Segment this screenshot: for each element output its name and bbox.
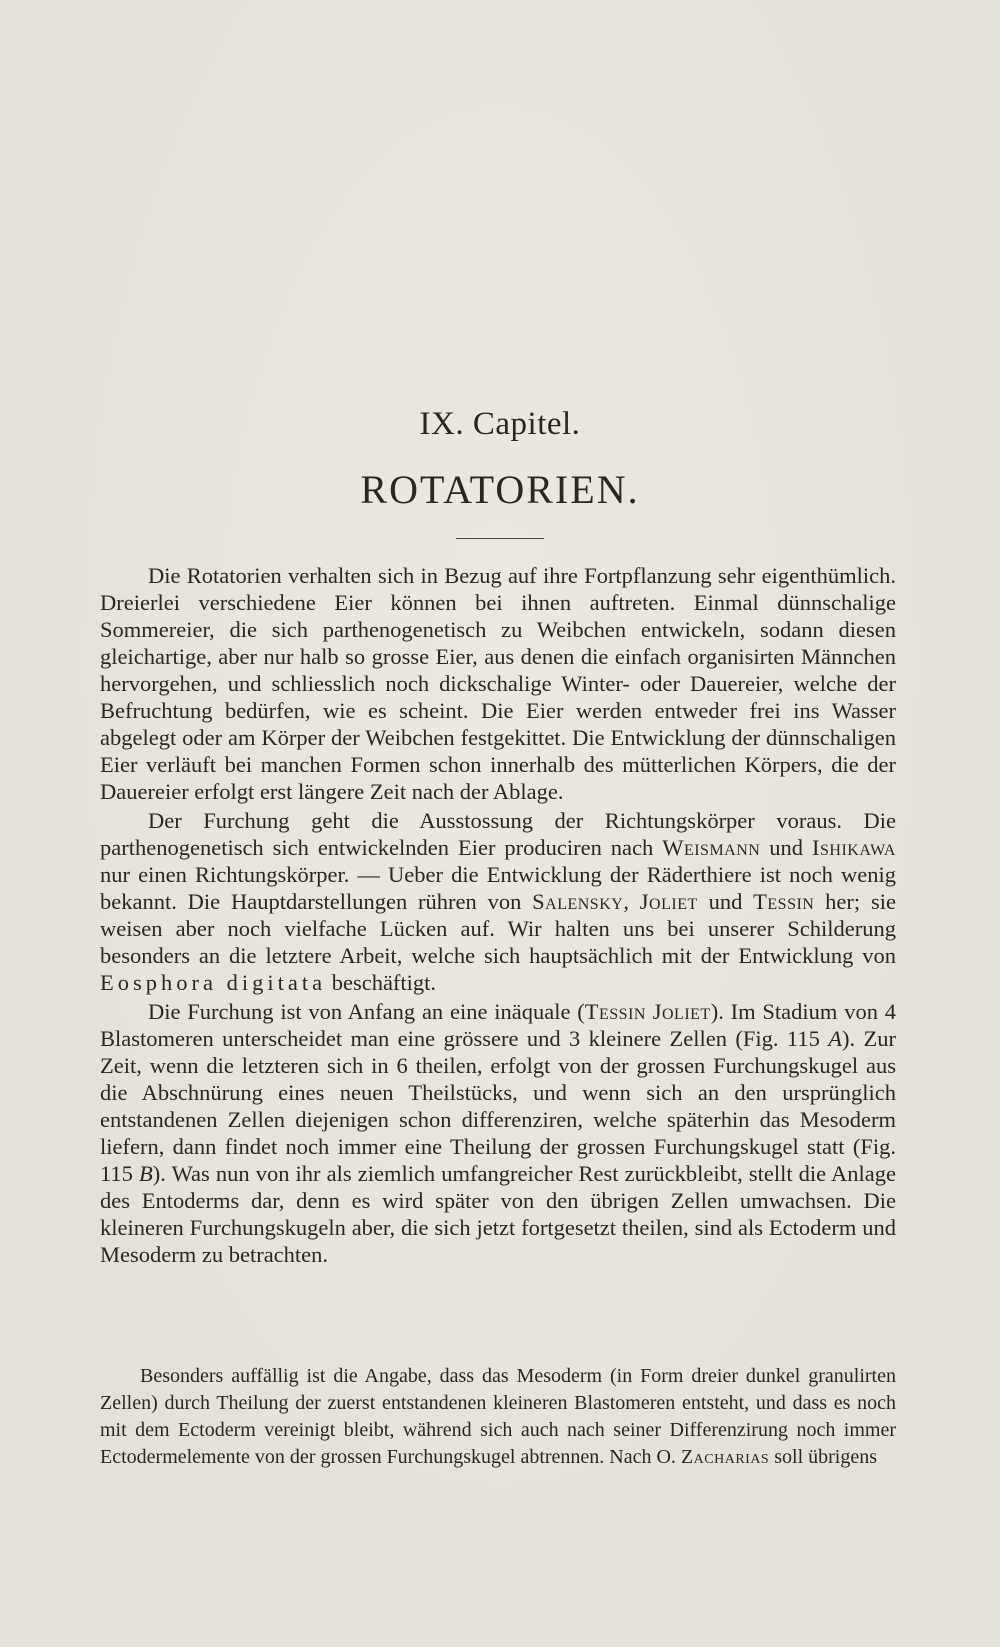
paragraph-mesoderm <box>100 1363 896 1471</box>
text-run: her; sie weisen aber noch vielfache Lücken auf. Wir halten uns bei unserer Schilderung besonders an die letztere Arbeit, welche sich hauptsächlich mit der Entwicklung von <box>100 889 896 968</box>
author-name: Joliet <box>652 999 711 1024</box>
text-run: ). Was nun von ihr als ziemlich umfangreicher Rest zurückbleibt, stellt die Anlage des Entoderms dar, denn es wird später von den übrigen Zellen umwachsen. Die kleineren Furchungskugeln aber, die sich jetzt fortgesetzt theilen, sind als Ectoderm und Mesoderm zu betrachten. <box>100 1161 896 1267</box>
author-name: Joliet <box>639 889 698 914</box>
paragraph-polar-bodies <box>100 807 896 996</box>
title-divider <box>456 538 544 539</box>
figure-ref: B <box>139 1161 153 1186</box>
author-name: Zacharias <box>680 1446 770 1468</box>
text-run: und <box>760 835 812 860</box>
figure-ref: A <box>828 1026 842 1051</box>
text-run: nur einen Richtungskörper. — Ueber die Entwicklung der Räderthiere ist noch wenig bekannt. Die Hauptdarstellungen rühren von <box>100 862 896 914</box>
author-name: Weismann <box>662 835 761 860</box>
author-name: Ishikawa <box>812 835 896 860</box>
text-run: soll übrigens <box>769 1446 878 1468</box>
text-run: Besonders auffällig ist die Angabe, dass das Mesoderm (in Form dreier dunkel granulirten Zellen) durch Theilung der zuerst entstandenen kleineren Blastomeren entsteht, und dass es noch mit dem Ectoderm vereinigt bleibt, während sich auch nach seiner Differenzirung noch immer Ectodermelemente von der grossen Furchungskugel abtrennen. Nach O. <box>100 1365 896 1468</box>
text-run <box>646 999 653 1024</box>
author-name: Salensky <box>532 889 624 914</box>
text-run: Die Furchung ist von Anfang an eine inäquale ( <box>148 999 585 1024</box>
small-print-text <box>100 1363 896 1471</box>
text-run: , <box>623 889 640 914</box>
author-name: Tessin <box>584 999 646 1024</box>
text-run: ). Im Stadium von 4 Blastomeren unterscheidet man eine grössere und 3 kleinere Zellen (Fig. 115 <box>100 999 897 1051</box>
text-run: beschäftigt. <box>326 970 437 995</box>
paragraph-egg-types: Die Rotatorien verhalten sich in Bezug auf ihre Fortpflanzung sehr eigenthümlich. Dreierlei verschiedene Eier können bei ihnen auftreten. Einmal dünnschalige Sommereier, die sich parthenogenetisch zu Weibchen entwickeln, sodann diesen gleichartige, aber nur halb so grosse Eier, aus denen die einfach organisirten Männchen hervorgehen, und schliesslich noch dickschalige Winter- oder Dauereier, welche der Befruchtung bedürfen, wie es scheint. Die Eier werden entweder frei ins Wasser abgelegt oder am Körper der Weibchen festgekittet. Die Entwicklung der dünnschaligen Eier verläuft bei manchen Formen schon innerhalb des mütterlichen Körpers, die der Dauereier erfolgt erst längere Zeit nach der Ablage. <box>100 563 896 804</box>
chapter-title: ROTATORIEN. <box>360 467 640 512</box>
species-name: Eosphora digitata <box>100 970 327 995</box>
author-name: Tessin <box>753 889 815 914</box>
main-text <box>100 562 896 1268</box>
text-run: ). Zur Zeit, wenn die letzteren sich in 6 theilen, erfolgt von der grossen Furchungskugel aus die Abschnürung eines neuen Theilstücks, und wenn sich an den ursprünglich entstandenen Zellen diejenigen schon differenziren, welche späterhin das Mesoderm liefern, dann findet noch immer eine Theilung der grossen Furchungskugel statt (Fig. 115 <box>100 1026 896 1186</box>
text-run: und <box>697 889 754 914</box>
text-run: Der Furchung geht die Ausstossung der Richtungskörper voraus. Die parthenogenetisch sich entwickelnden Eier produciren nach <box>100 808 896 860</box>
paragraph-cleavage <box>100 998 896 1268</box>
chapter-number: IX. Capitel. <box>419 406 581 442</box>
